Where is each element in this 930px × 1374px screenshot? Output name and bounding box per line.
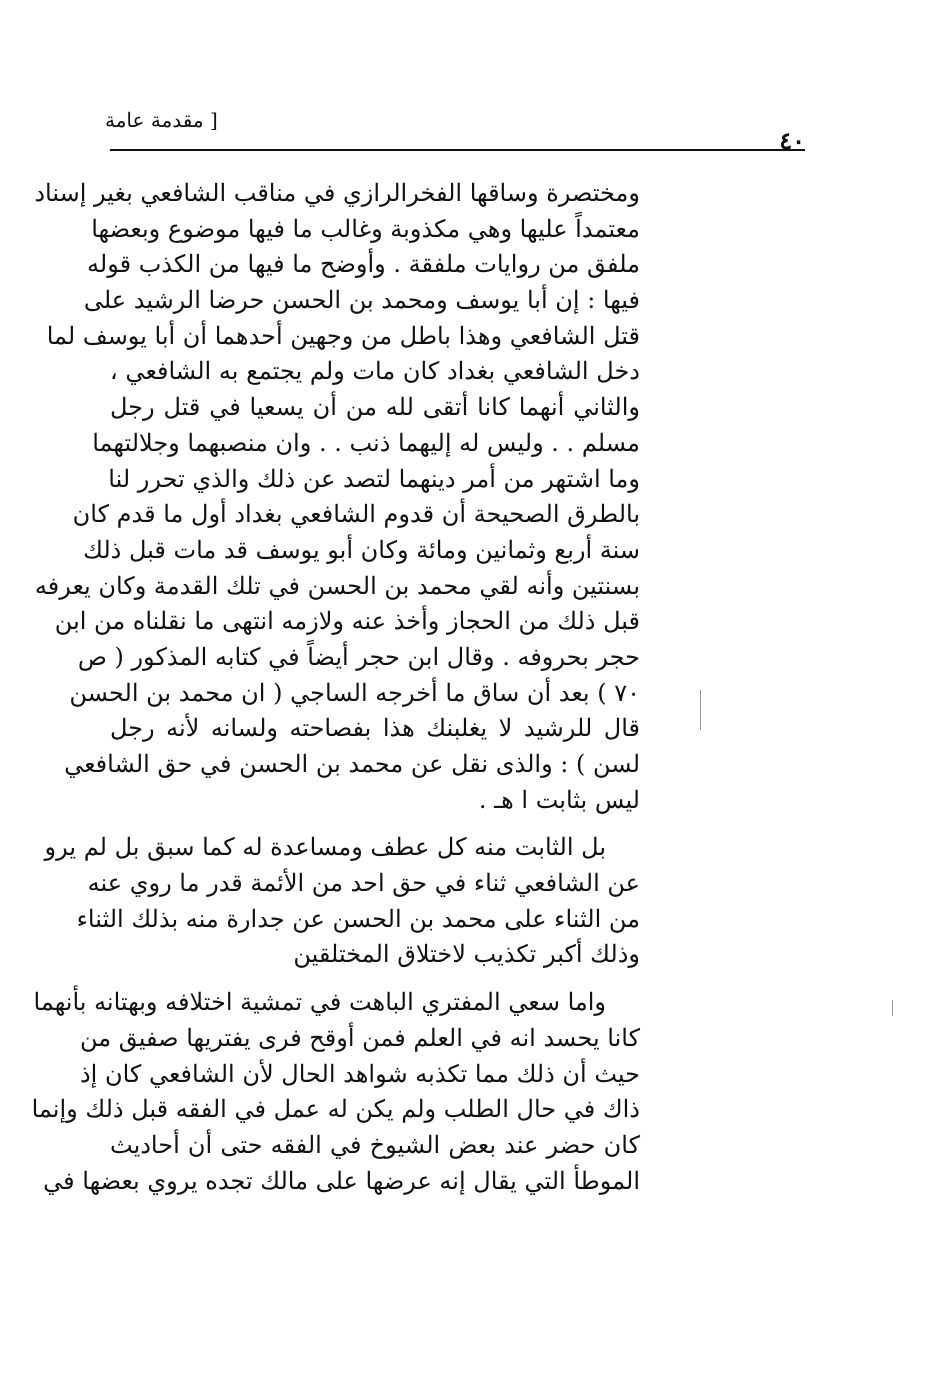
- text-line: معتمداً عليها وهي مكذوبة وغالب ما فيها موضوع وبعضها: [91, 214, 640, 243]
- text-line: ملفق من روايات ملفقة . وأوضح ما فيها من الكذب قوله: [87, 250, 640, 279]
- text-line: مسلم . . وليس له إليهما ذنب . . وان منصبهما وجلالتهما: [92, 428, 640, 457]
- text-line: وذلك أكبر تكذيب لاختلاق المختلقين: [293, 940, 640, 969]
- text-line: فيها : إن أبا يوسف ومحمد بن الحسن حرضا الرشيد على: [83, 286, 640, 315]
- text-line: بالطرق الصحيحة أن قدوم الشافعي بغداد أول ما قدم كان: [72, 500, 640, 529]
- paragraph-1: [34, 176, 640, 818]
- text-line: حيث أن ذلك مما تكذبه شواهد الحال لأن الشافعي كان إذ: [79, 1059, 640, 1088]
- text-line: عن الشافعي ثناء في حق احد من الأئمة قدر ما روي عنه: [87, 869, 640, 898]
- text-line: ٧٠ ) بعد أن ساق ما أخرجه الساجي ( ان محمد بن الحسن: [69, 678, 640, 707]
- text-line: كانا يحسد انه في العلم فمن أوقح فرى يفتريها صفيق من: [80, 1023, 640, 1052]
- text-line: قبل ذلك من الحجاز وأخذ عنه ولازمه انتهى ما نقلناه من ابن: [54, 607, 640, 636]
- text-line: ليس بثابت ا هـ .: [478, 785, 640, 814]
- text-line: بسنتين وأنه لقي محمد بن الحسن في تلك القدمة وكان يعرفه: [34, 571, 640, 600]
- text-line: قتل الشافعي وهذا باطل من وجهين أحدهما أن أبا يوسف لما: [46, 321, 640, 350]
- scan-mark: [892, 1000, 893, 1016]
- header-rule: [110, 149, 805, 151]
- text-line: كان حضر عند بعض الشيوخ في الفقه حتى أن أحاديث: [110, 1130, 640, 1159]
- page-header: [105, 108, 805, 155]
- text-line: من الثناء على محمد بن الحسن عن جدارة منه بذلك الثناء: [76, 904, 640, 933]
- page-body: [31, 176, 640, 1211]
- scan-mark: [700, 690, 701, 730]
- running-title: [ مقدمة عامة: [105, 108, 218, 132]
- paragraph-3: [31, 985, 640, 1199]
- text-line: حجر بحروفه . وقال ابن حجر أيضاً في كتابه المذكور ( ص: [77, 642, 640, 671]
- text-line: الموطأ التي يقال إنه عرضها على مالك تجده يروي بعضها في: [43, 1166, 640, 1195]
- page-number: ٤٠: [779, 126, 805, 155]
- text-line: والثاني أنهما كانا أتقى لله من أن يسعيا في قتل رجل: [110, 393, 640, 422]
- paragraph-2: [44, 830, 640, 973]
- text-line: سنة أربع وثمانين ومائة وكان أبو يوسف قد مات قبل ذلك: [83, 535, 640, 564]
- text-line: وما اشتهر من أمر دينهما لتصد عن ذلك والذي تحرر لنا: [108, 464, 640, 493]
- text-line: ذاك في حال الطلب ولم يكن له عمل في الفقه قبل ذلك وإنما: [31, 1095, 640, 1124]
- text-line: قال للرشيد لا يغلبنك هذا بفصاحته ولسانه لأنه رجل: [110, 714, 640, 743]
- text-line: ومختصرة وساقها الفخرالرازي في مناقب الشافعي بغير إسناد: [34, 179, 640, 207]
- text-line: دخل الشافعي بغداد كان مات ولم يجتمع به الشافعي ،: [110, 357, 640, 386]
- text-line: بل الثابت منه كل عطف ومساعدة له كما سبق بل لم يرو: [44, 833, 606, 862]
- text-line: واما سعي المفتري الباهت في تمشية اختلافه وبهتانه بأنهما: [33, 988, 606, 1017]
- text-line: لسن ) : والذى نقل عن محمد بن الحسن في حق الشافعي: [64, 750, 640, 778]
